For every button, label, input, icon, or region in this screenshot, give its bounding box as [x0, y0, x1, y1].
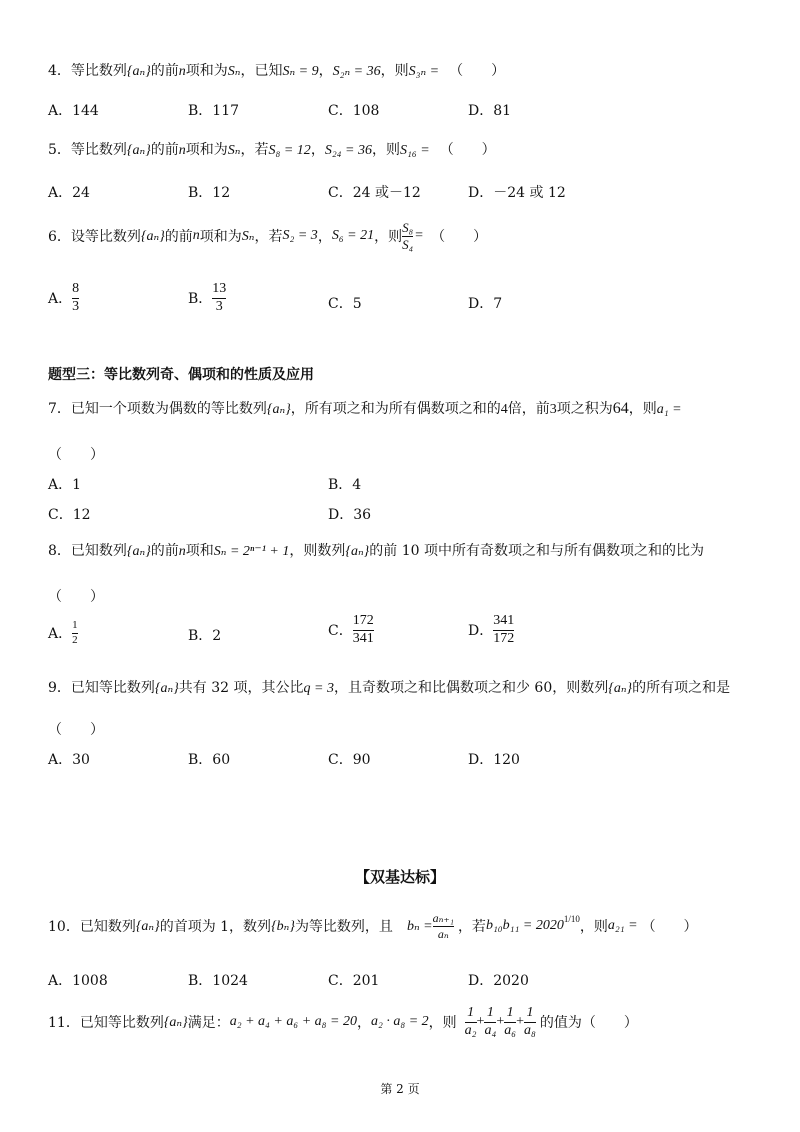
q6-text: ，则 [374, 229, 403, 245]
q7-four: 4 [500, 402, 508, 417]
q8-option-a-fraction [72, 620, 78, 646]
q4-number: 4．等比数列 [48, 63, 127, 79]
q9-text: 共有 32 项，其公比 [178, 680, 304, 696]
q8-text: 的前 10 项中所有奇数项之和与所有偶数项之和的比为 [369, 543, 704, 559]
q10-frac-num: aₙ₊₁ [432, 910, 454, 925]
q8-text: 的前 [150, 543, 179, 559]
q7-three: 3 [549, 402, 557, 417]
q5-option-d[interactable]: D．－24 或 12 [468, 185, 566, 201]
q4-option-c[interactable]: C．108 [328, 103, 380, 119]
question-4 [48, 59, 505, 83]
q6-option-a-fraction [72, 282, 79, 314]
q9-option-c[interactable]: C．90 [328, 752, 371, 768]
q11-fraction-1 [465, 1006, 477, 1038]
q6-option-d[interactable]: D．7 [468, 296, 503, 312]
q4-sn: Sₙ [227, 64, 241, 79]
q9-option-d[interactable]: D．120 [468, 752, 520, 768]
q10-text: ，若 [457, 919, 486, 935]
q8-a-num: 1 [72, 619, 78, 631]
q6-condition-2: S₆ = 21 [331, 228, 375, 243]
q11-f1-num: 1 [467, 1004, 475, 1020]
q10-answer-paren: （ ） [641, 919, 698, 935]
q7-option-d[interactable]: D．36 [328, 507, 372, 523]
q9-text: ，且奇数项之和比偶数项之和少 60，则数列 [333, 680, 609, 696]
question-5 [48, 138, 496, 162]
q5-text: ，则 [372, 142, 400, 158]
q10-sequence: {aₙ} [135, 918, 160, 934]
q4-condition-1: Sₙ = 9 [282, 64, 319, 79]
q4-text: 的前 [150, 63, 179, 79]
q11-plus: + [516, 1014, 524, 1029]
q6-answer-paren: （ ） [431, 229, 488, 245]
q11-answer-paren: （ ） [581, 1015, 638, 1031]
q10-bn: bₙ = [406, 918, 433, 934]
q6-comma: ， [317, 229, 332, 245]
q6-ask-num: S₈ [402, 219, 414, 235]
q6-text: 项和为 [199, 229, 242, 245]
q5-answer-paren: （ ） [439, 142, 496, 158]
q7-text: 项之积为 [556, 401, 613, 417]
q11-f1-den: a₂ [464, 1022, 477, 1038]
q11-fraction-2 [484, 1006, 496, 1038]
q8-option-c-fraction [353, 614, 374, 646]
q5-comma: ， [310, 142, 325, 158]
q4-option-a[interactable]: A．144 [48, 103, 99, 119]
q7-text: 7．已知一个项数为偶数的等比数列 [48, 401, 267, 417]
q4-ask: S₃ₙ = [408, 64, 440, 79]
q11-text: 的值为 [539, 1015, 582, 1031]
q11-fraction-3 [504, 1006, 516, 1038]
q8-option-a[interactable] [48, 620, 78, 646]
q10-text: 为等比数列，且 [294, 919, 393, 935]
q6-a-num: 8 [72, 281, 80, 296]
q6-option-a[interactable] [48, 282, 79, 314]
q10-option-c[interactable]: C．201 [328, 973, 380, 989]
q6-number: 6．设等比数列 [48, 229, 141, 245]
q9-text: 9．已知等比数列 [48, 680, 155, 696]
q7-option-c[interactable]: C．12 [48, 507, 91, 523]
q5-ask: S₁₆ = [400, 143, 430, 158]
q5-number: 5．等比数列 [48, 142, 127, 158]
q8-option-d-fraction [493, 614, 514, 646]
q11-f2-den: a₄ [484, 1022, 497, 1038]
q6-text: ，若 [254, 229, 283, 245]
q8-c-den: 341 [352, 630, 374, 646]
q7-sequence: {aₙ} [266, 402, 291, 417]
q11-text: ，则 [428, 1015, 457, 1031]
q6-b-den: 3 [215, 298, 223, 314]
q7-text: 倍，前 [507, 401, 550, 417]
q7-option-a[interactable]: A．1 [48, 477, 82, 493]
q4-option-b[interactable]: B．117 [188, 103, 240, 119]
q10-option-d[interactable]: D．2020 [468, 973, 529, 989]
q5-option-b[interactable]: B．12 [188, 185, 231, 201]
q8-text: 项和 [185, 543, 214, 559]
q11-plus: + [496, 1014, 505, 1029]
q5-option-c[interactable]: C．24 或－12 [328, 185, 421, 201]
q11-sequence: {aₙ} [163, 1014, 188, 1030]
q10-text: 10．已知数列 [48, 919, 136, 935]
q7-answer-paren: （ ） [48, 447, 104, 463]
q6-sn: Sₙ [241, 228, 255, 244]
q10-frac-den: aₙ [437, 926, 449, 941]
q6-sequence: {aₙ} [140, 228, 165, 244]
q8-option-d-label: D． [468, 623, 494, 640]
q9-sequence-2: {aₙ} [608, 681, 633, 696]
q8-c-num: 172 [352, 613, 374, 628]
question-6 [48, 214, 487, 258]
q5-n: n [178, 143, 186, 158]
q8-option-d[interactable] [468, 614, 514, 646]
q8-a-den: 2 [72, 633, 78, 646]
q6-ask-den: S₄ [402, 236, 414, 252]
q10-option-a[interactable]: A．1008 [48, 973, 108, 989]
q8-sequence: {aₙ} [126, 544, 151, 559]
q11-f3-den: a₆ [504, 1022, 517, 1038]
q8-text: 8．已知数列 [48, 543, 127, 559]
q6-condition-1: S₂ = 3 [282, 228, 318, 243]
q11-comma: ， [356, 1015, 371, 1031]
q11-plus: + [476, 1014, 485, 1029]
q6-option-c[interactable]: C．5 [328, 296, 362, 312]
q4-text: ，已知 [240, 63, 283, 79]
q5-condition-2: S₂₄ = 36 [324, 143, 372, 158]
q11-f3-num: 1 [506, 1004, 514, 1020]
q5-condition-1: S₈ = 12 [268, 143, 311, 158]
q11-text: 满足： [187, 1015, 230, 1031]
q9-text: 的所有项之和是 [632, 680, 731, 696]
q4-text: 项和为 [185, 63, 228, 79]
q4-answer-paren: （ ） [449, 63, 506, 79]
section-heading-3: 题型三：等比数列奇、偶项和的性质及应用 [48, 367, 314, 383]
q6-n: n [192, 228, 200, 243]
q4-sequence: {aₙ} [126, 64, 151, 79]
q10-fraction [433, 912, 454, 940]
q5-text: 项和为 [185, 142, 228, 158]
q5-sequence: {aₙ} [126, 143, 151, 158]
q6-text: 的前 [164, 229, 193, 245]
q8-text: ，则数列 [289, 543, 346, 559]
q4-comma: ， [318, 63, 333, 79]
q11-text: 11．已知等比数列 [48, 1015, 164, 1031]
q6-eq: = [415, 228, 424, 243]
question-8 [48, 538, 704, 564]
q5-option-a[interactable]: A．24 [48, 185, 90, 201]
q4-condition-2: S₂ₙ = 36 [332, 64, 381, 79]
question-7 [48, 396, 682, 422]
q11-f4-den: a₈ [524, 1022, 536, 1038]
q4-text: ，则 [380, 63, 409, 79]
q10-condition: b₁₀b₁₁ = 2020 [485, 918, 564, 933]
q9-ratio: q = 3 [303, 681, 334, 696]
q6-b-num: 13 [212, 281, 227, 296]
page-number: 第 2 页 [380, 1082, 420, 1096]
q6-option-b[interactable] [188, 282, 226, 314]
question-11 [48, 998, 638, 1046]
question-9 [48, 675, 730, 701]
q8-option-c-label: C． [328, 623, 353, 640]
q11-f2-num: 1 [486, 1004, 494, 1020]
q8-option-a-label: A． [48, 626, 73, 643]
q8-option-c[interactable] [328, 614, 374, 646]
q6-ask-fraction [402, 221, 413, 251]
q7-text: ，则 [628, 401, 657, 417]
q9-option-a[interactable]: A．30 [48, 752, 90, 768]
q9-sequence: {aₙ} [154, 681, 179, 696]
q9-option-b[interactable]: B．60 [188, 752, 231, 768]
q4-option-d[interactable]: D．81 [468, 103, 512, 119]
q7-ask: a₁ = [656, 402, 682, 417]
q6-option-b-label: B． [188, 291, 213, 308]
q7-option-b[interactable]: B．4 [328, 477, 362, 493]
q5-text: ，若 [240, 142, 269, 158]
q5-text: 的前 [150, 142, 179, 158]
q9-answer-paren: （ ） [48, 722, 104, 738]
q4-n: n [178, 64, 186, 79]
q10-text: ，则 [579, 919, 608, 935]
q8-d-num: 341 [493, 613, 515, 628]
q11-f4-num: 1 [526, 1004, 534, 1020]
q8-formula: Sₙ = 2ⁿ⁻¹ + 1 [213, 544, 290, 559]
q8-d-den: 172 [493, 630, 515, 646]
q6-option-a-label: A． [48, 291, 73, 308]
q5-sn: Sₙ [227, 143, 241, 158]
q8-n: n [178, 544, 186, 559]
q11-condition-2: a₂ · a₈ = 2 [370, 1014, 429, 1029]
q11-fraction-4 [524, 1006, 536, 1038]
q7-text: ，所有项之和为所有偶数项之和的 [290, 401, 501, 417]
q10-text: 的首项为 1，数列 [159, 919, 272, 935]
q6-option-b-fraction [212, 282, 226, 314]
q11-condition-1: a₂ + a₄ + a₆ + a₈ = 20 [229, 1014, 357, 1029]
q6-a-den: 3 [72, 298, 80, 314]
q8-option-b[interactable]: B．2 [188, 628, 222, 644]
q10-option-b[interactable]: B．1024 [188, 973, 248, 989]
q8-sequence-2: {aₙ} [345, 544, 370, 559]
q10-sequence-b: {bₙ} [271, 918, 295, 934]
section-heading-basic: 【双基达标】 [354, 868, 445, 886]
q10-ask: a₂₁ = [607, 918, 638, 933]
q7-sixtyfour: 64 [612, 400, 629, 417]
question-10: 10．已知数列 {aₙ} 的首项为 1，数列 {bₙ} 为等比数列，且 bₙ = $\frac{\text{aₙ₊₁}}{\text{aₙ}}$ ，若 b₁₀b₁₁ = 2020 $^{1/10}$ ，则 a₂₁ = （ ） [48, 910, 698, 941]
q8-answer-paren: （ ） [48, 589, 104, 605]
